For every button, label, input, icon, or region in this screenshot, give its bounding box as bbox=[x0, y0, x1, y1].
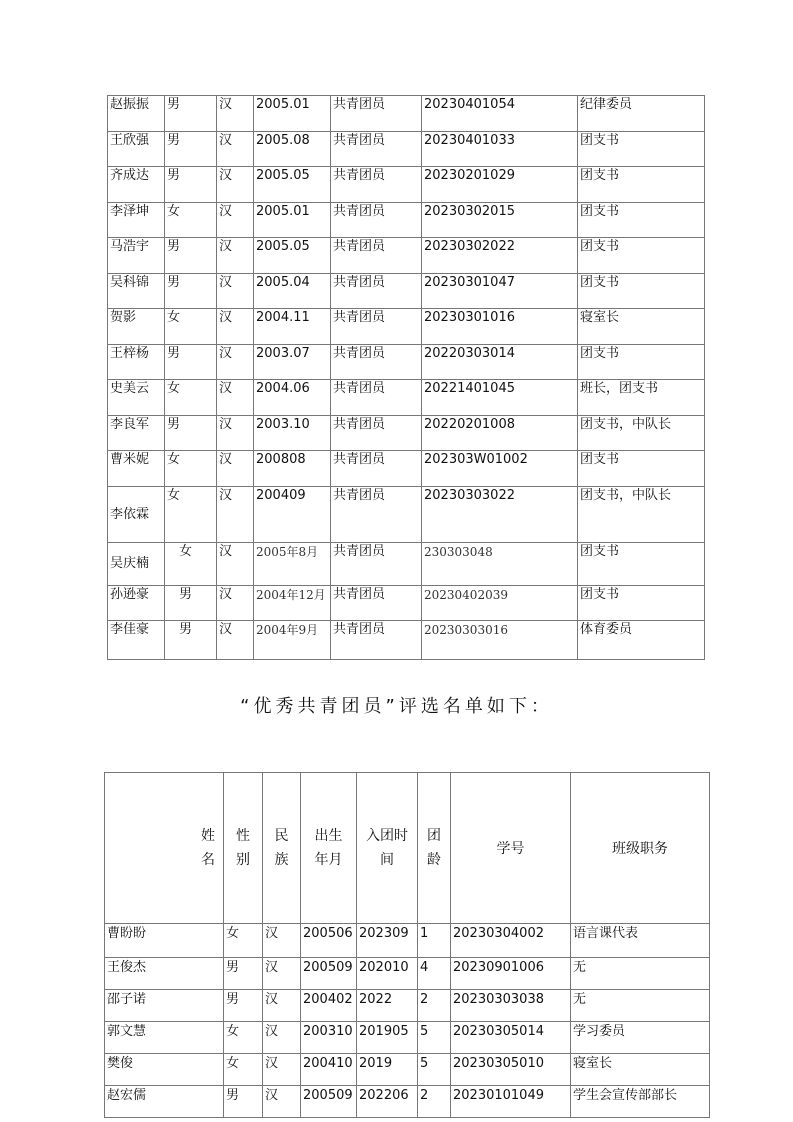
cell-status: 共青团员 bbox=[331, 96, 422, 132]
table-row bbox=[108, 415, 705, 451]
cell: 201905 bbox=[357, 1022, 418, 1054]
cell-name: 李佳豪 bbox=[108, 621, 165, 660]
cell: 汉 bbox=[263, 1022, 301, 1054]
cell-status: 共青团员 bbox=[331, 486, 422, 542]
table-row bbox=[108, 273, 705, 309]
column-header: 性别 bbox=[224, 773, 263, 924]
cell-student-id: 20230301016 bbox=[422, 309, 578, 345]
cell-status: 共青团员 bbox=[331, 380, 422, 416]
cell-status: 共青团员 bbox=[331, 238, 422, 274]
cell-position: 寝室长 bbox=[578, 309, 705, 345]
cell-position: 团支书 bbox=[578, 202, 705, 238]
cell-ethnicity: 汉 bbox=[217, 238, 254, 274]
cell: 20230305010 bbox=[451, 1054, 571, 1086]
cell-name: 吴科锦 bbox=[108, 273, 165, 309]
cell: 1 bbox=[418, 924, 451, 958]
cell-gender: 女 bbox=[165, 309, 217, 345]
cell-student-id: 20230402039 bbox=[422, 585, 578, 621]
table-row bbox=[105, 1054, 710, 1086]
cell-ethnicity: 汉 bbox=[217, 309, 254, 345]
cell-birth: 2004年9月 bbox=[254, 621, 331, 660]
cell-ethnicity: 汉 bbox=[217, 542, 254, 585]
cell-status: 共青团员 bbox=[331, 344, 422, 380]
cell-position: 团支书，中队长 bbox=[578, 415, 705, 451]
cell: 无 bbox=[571, 958, 710, 990]
cell-ethnicity: 汉 bbox=[217, 96, 254, 132]
table-row bbox=[108, 451, 705, 487]
cell-birth: 2005.05 bbox=[254, 238, 331, 274]
column-header: 班级职务 bbox=[571, 773, 710, 924]
cell-ethnicity: 汉 bbox=[217, 167, 254, 203]
cell-position: 团支书 bbox=[578, 167, 705, 203]
cell-ethnicity: 汉 bbox=[217, 344, 254, 380]
cell: 学生会宣传部部长 bbox=[571, 1086, 710, 1118]
cell-gender: 男 bbox=[165, 273, 217, 309]
cell-name: 李泽坤 bbox=[108, 202, 165, 238]
cell-position: 纪律委员 bbox=[578, 96, 705, 132]
cell-birth: 2003.10 bbox=[254, 415, 331, 451]
cell-student-id: 20220303014 bbox=[422, 344, 578, 380]
cell: 20230305014 bbox=[451, 1022, 571, 1054]
column-header: 学号 bbox=[451, 773, 571, 924]
table-row bbox=[105, 924, 710, 958]
table-row bbox=[108, 96, 705, 132]
cell-status: 共青团员 bbox=[331, 131, 422, 167]
cell-position: 班长，团支书 bbox=[578, 380, 705, 416]
cell: 5 bbox=[418, 1054, 451, 1086]
cell: 学习委员 bbox=[571, 1022, 710, 1054]
cell: 202206 bbox=[357, 1086, 418, 1118]
cell-birth: 2005年8月 bbox=[254, 542, 331, 585]
cell-birth: 2005.01 bbox=[254, 96, 331, 132]
cell: 2022 bbox=[357, 990, 418, 1022]
cell: 男 bbox=[224, 958, 263, 990]
cell-birth: 2005.05 bbox=[254, 167, 331, 203]
cell-birth: 2004.11 bbox=[254, 309, 331, 345]
cell-gender: 女 bbox=[165, 542, 217, 585]
table-row bbox=[108, 167, 705, 203]
cell-ethnicity: 汉 bbox=[217, 131, 254, 167]
cell-student-id: 202303W01002 bbox=[422, 451, 578, 487]
cell-student-id: 20230302015 bbox=[422, 202, 578, 238]
cell-gender: 女 bbox=[165, 380, 217, 416]
table-row bbox=[108, 621, 705, 660]
cell: 男 bbox=[224, 1086, 263, 1118]
cell: 2 bbox=[418, 1086, 451, 1118]
cell: 樊俊 bbox=[105, 1054, 224, 1086]
cell-ethnicity: 汉 bbox=[217, 273, 254, 309]
cell-gender: 男 bbox=[165, 96, 217, 132]
column-header: 团龄 bbox=[418, 773, 451, 924]
cell-ethnicity: 汉 bbox=[217, 451, 254, 487]
cell-birth: 2004.06 bbox=[254, 380, 331, 416]
cell-name: 李依霖 bbox=[108, 486, 165, 542]
cell-name: 王梓杨 bbox=[108, 344, 165, 380]
cell-student-id: 20230303022 bbox=[422, 486, 578, 542]
cell: 女 bbox=[224, 924, 263, 958]
table-row bbox=[108, 486, 705, 542]
cell-position: 团支书，中队长 bbox=[578, 486, 705, 542]
cell: 无 bbox=[571, 990, 710, 1022]
excellent-member-table bbox=[104, 772, 710, 1118]
cell-gender: 女 bbox=[165, 451, 217, 487]
cell-name: 李良军 bbox=[108, 415, 165, 451]
cell-gender: 男 bbox=[165, 131, 217, 167]
cell-position: 团支书 bbox=[578, 344, 705, 380]
cell-gender: 男 bbox=[165, 238, 217, 274]
table-row bbox=[105, 990, 710, 1022]
cell: 女 bbox=[224, 1022, 263, 1054]
cell-gender: 男 bbox=[165, 344, 217, 380]
table-row bbox=[108, 202, 705, 238]
cell: 女 bbox=[224, 1054, 263, 1086]
cell-student-id: 20230201029 bbox=[422, 167, 578, 203]
cell-status: 共青团员 bbox=[331, 621, 422, 660]
cell: 20230101049 bbox=[451, 1086, 571, 1118]
cell-gender: 女 bbox=[165, 202, 217, 238]
cell: 汉 bbox=[263, 1054, 301, 1086]
cell-name: 王欣强 bbox=[108, 131, 165, 167]
cell-status: 共青团员 bbox=[331, 451, 422, 487]
table-row bbox=[105, 1022, 710, 1054]
cell: 男 bbox=[224, 990, 263, 1022]
cell-birth: 2005.04 bbox=[254, 273, 331, 309]
cell: 郭文慧 bbox=[105, 1022, 224, 1054]
table-row bbox=[108, 585, 705, 621]
cell: 200310 bbox=[301, 1022, 357, 1054]
cell: 汉 bbox=[263, 1086, 301, 1118]
cell-birth: 200409 bbox=[254, 486, 331, 542]
column-header: 入团时间 bbox=[357, 773, 418, 924]
cell-student-id: 20230401054 bbox=[422, 96, 578, 132]
cell-gender: 女 bbox=[165, 486, 217, 542]
cell: 202010 bbox=[357, 958, 418, 990]
cell-position: 体育委员 bbox=[578, 621, 705, 660]
column-header: 姓名 bbox=[105, 773, 224, 924]
header-row bbox=[105, 773, 710, 924]
cell-name: 齐成达 bbox=[108, 167, 165, 203]
cell: 曹盼盼 bbox=[105, 924, 224, 958]
table-row bbox=[108, 344, 705, 380]
cell-position: 团支书 bbox=[578, 273, 705, 309]
cell: 200410 bbox=[301, 1054, 357, 1086]
cell-gender: 男 bbox=[165, 167, 217, 203]
member-table bbox=[107, 95, 705, 660]
cell-gender: 男 bbox=[165, 621, 217, 660]
cell-ethnicity: 汉 bbox=[217, 380, 254, 416]
cell-student-id: 20220201008 bbox=[422, 415, 578, 451]
cell-birth: 2005.08 bbox=[254, 131, 331, 167]
cell-birth: 2005.01 bbox=[254, 202, 331, 238]
table-row bbox=[108, 309, 705, 345]
cell-ethnicity: 汉 bbox=[217, 415, 254, 451]
table-row bbox=[105, 958, 710, 990]
cell-name: 曹米妮 bbox=[108, 451, 165, 487]
cell: 汉 bbox=[263, 924, 301, 958]
cell: 200509 bbox=[301, 1086, 357, 1118]
cell-position: 团支书 bbox=[578, 585, 705, 621]
cell: 赵宏儒 bbox=[105, 1086, 224, 1118]
cell: 汉 bbox=[263, 958, 301, 990]
cell-student-id: 20221401045 bbox=[422, 380, 578, 416]
cell-status: 共青团员 bbox=[331, 273, 422, 309]
cell: 寝室长 bbox=[571, 1054, 710, 1086]
table-row bbox=[108, 380, 705, 416]
cell-student-id: 20230303016 bbox=[422, 621, 578, 660]
section-heading: “优秀共青团员”评选名单如下： bbox=[240, 696, 553, 717]
cell: 2 bbox=[418, 990, 451, 1022]
cell: 202309 bbox=[357, 924, 418, 958]
cell-name: 吴庆楠 bbox=[108, 542, 165, 585]
column-header: 出生年月 bbox=[301, 773, 357, 924]
cell: 4 bbox=[418, 958, 451, 990]
cell-position: 团支书 bbox=[578, 238, 705, 274]
cell: 王俊杰 bbox=[105, 958, 224, 990]
cell: 汉 bbox=[263, 990, 301, 1022]
cell-position: 团支书 bbox=[578, 131, 705, 167]
cell-birth: 2003.07 bbox=[254, 344, 331, 380]
cell-name: 赵振振 bbox=[108, 96, 165, 132]
cell: 200402 bbox=[301, 990, 357, 1022]
cell-status: 共青团员 bbox=[331, 542, 422, 585]
cell-status: 共青团员 bbox=[331, 415, 422, 451]
cell: 20230303038 bbox=[451, 990, 571, 1022]
cell-birth: 2004年12月 bbox=[254, 585, 331, 621]
cell-name: 史美云 bbox=[108, 380, 165, 416]
cell-student-id: 230303048 bbox=[422, 542, 578, 585]
cell: 邵子诺 bbox=[105, 990, 224, 1022]
cell: 20230901006 bbox=[451, 958, 571, 990]
cell-name: 孙逊豪 bbox=[108, 585, 165, 621]
cell-position: 团支书 bbox=[578, 451, 705, 487]
table-row bbox=[105, 1086, 710, 1118]
cell-position: 团支书 bbox=[578, 542, 705, 585]
table-row bbox=[108, 238, 705, 274]
cell-name: 贺影 bbox=[108, 309, 165, 345]
cell: 5 bbox=[418, 1022, 451, 1054]
cell-gender: 男 bbox=[165, 415, 217, 451]
cell-student-id: 20230401033 bbox=[422, 131, 578, 167]
cell: 200509 bbox=[301, 958, 357, 990]
cell: 200506 bbox=[301, 924, 357, 958]
cell-student-id: 20230302022 bbox=[422, 238, 578, 274]
column-header: 民族 bbox=[263, 773, 301, 924]
cell-ethnicity: 汉 bbox=[217, 486, 254, 542]
cell-student-id: 20230301047 bbox=[422, 273, 578, 309]
cell-ethnicity: 汉 bbox=[217, 202, 254, 238]
table-row bbox=[108, 131, 705, 167]
cell-status: 共青团员 bbox=[331, 167, 422, 203]
cell-ethnicity: 汉 bbox=[217, 621, 254, 660]
cell: 20230304002 bbox=[451, 924, 571, 958]
cell-ethnicity: 汉 bbox=[217, 585, 254, 621]
table-row bbox=[108, 542, 705, 585]
cell-status: 共青团员 bbox=[331, 202, 422, 238]
cell-gender: 男 bbox=[165, 585, 217, 621]
cell: 2019 bbox=[357, 1054, 418, 1086]
cell: 语言课代表 bbox=[571, 924, 710, 958]
cell-status: 共青团员 bbox=[331, 309, 422, 345]
cell-status: 共青团员 bbox=[331, 585, 422, 621]
cell-birth: 200808 bbox=[254, 451, 331, 487]
cell-name: 马浩宇 bbox=[108, 238, 165, 274]
